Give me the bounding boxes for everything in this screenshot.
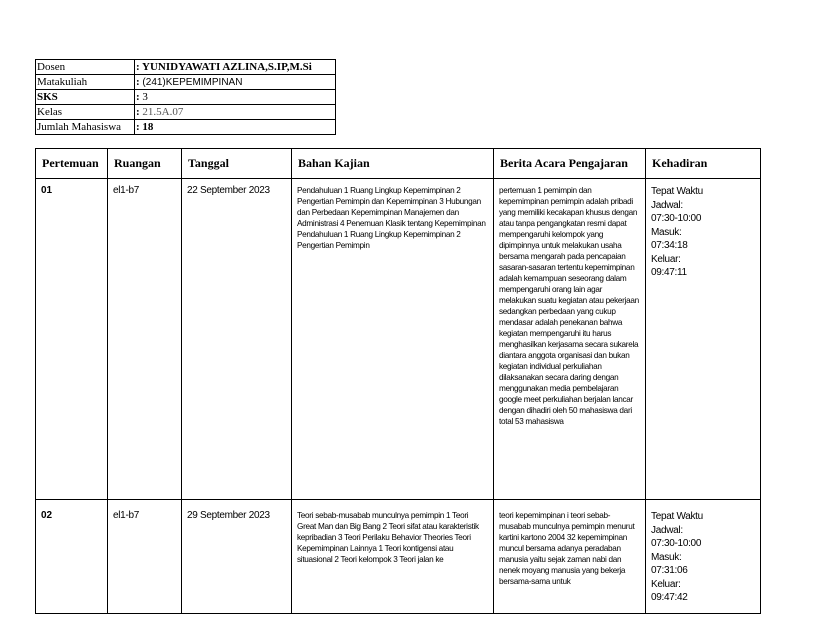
jadwal-value: 07:30-10:00 [651,538,702,549]
keluar-value: 09:47:11 [651,267,687,278]
dosen-sep: : [136,60,140,73]
header-kehadiran: Kehadiran [646,149,761,179]
info-row-kelas [36,105,336,120]
cell-bahan-kajian: Teori sebab-musabab munculnya pemimpin 1 Teori Great Man dan Big Bang 2 Teori sifat atau karakteristik kepribadian 3 Teori Perilaku Behavior Theories Teori Kepemimpinan Lainnya 1 Teori kontigensi atau situasional 2 Teori kelompok 3 Teori jalan ke [292,500,494,614]
header-tanggal: Tanggal [182,149,292,179]
masuk-value: 07:34:18 [651,240,688,251]
kehadiran-status: Tepat Waktu [651,511,703,522]
jumlah-label: Jumlah Mahasiswa [36,120,135,135]
sks-label: SKS [36,90,135,105]
table-row [36,500,761,614]
info-row-dosen [36,60,336,75]
matakuliah-sep: : [136,75,140,88]
jadwal-label: Jadwal: [651,524,683,536]
kehadiran-status: Tepat Waktu [651,186,703,197]
cell-berita-acara: pertemuan 1 pemimpin dan kepemimpinan pemimpin adalah pribadi yang memiliki kecakapan khusus dengan atau tanpa pengangkatan resmi dapat mempengaruhi kelompok yang dipimpinnya untuk melakukan usaha bersama mengarah pada pencapaian sasaran-sasaran tertentu kepemimpinan adalah kemampuan seseorang dalam mempengaruhi orang lain agar melakukan suatu kegiatan atau pekerjaan sedangkan perbedaan yang cukup mendasar adalah penekanan bahwa kegiatan mempengaruhi itu harus menghasilkan kerjasama secara sukarela diantara anggota organisasi dan bukan kegiatan individual perkuliahan dilaksanakan secara daring dengan menggunakan media pembelajaran google meet perkuliahan berjalan lancar dengan dihadiri oleh 50 mahasiswa dari total 53 mahasiswa [494,179,646,500]
sks-value [135,90,336,105]
course-info-table [35,59,336,135]
cell-kehadiran [646,179,761,500]
header-pertemuan: Pertemuan [36,149,108,179]
matakuliah-value [135,75,336,90]
cell-ruangan: el1-b7 [108,179,182,500]
matakuliah-label: Matakuliah [36,75,135,90]
attendance-table [35,148,761,614]
jumlah-count: 18 [142,120,154,133]
keluar-value: 09:47:42 [651,592,688,603]
cell-bahan-kajian: Pendahuluan 1 Ruang Lingkup Kepemimpinan 2 Pengertian Pemimpin dan Kepemimpinan 3 Hubungan dan Perbedaan Kepemimpinan Manajemen dan Administrasi 4 Penemuan Klasik tentang Kepemimpinan Pendahuluan 1 Ruang Lingkup Kepemimpinan 2 Pengertian Pemimpin [292,179,494,500]
jumlah-value [135,120,336,135]
kelas-sep: : [136,105,140,118]
masuk-label: Masuk: [651,226,682,238]
jadwal-label: Jadwal: [651,199,683,211]
cell-pertemuan: 02 [36,500,108,614]
table-header-row [36,149,761,179]
kelas-value [135,105,336,120]
info-row-jumlah [36,120,336,135]
jadwal-value: 07:30-10:00 [651,213,702,224]
cell-tanggal: 22 September 2023 [182,179,292,500]
header-ruangan: Ruangan [108,149,182,179]
dosen-value [135,60,336,75]
header-berita-acara: Berita Acara Pengajaran [494,149,646,179]
masuk-value: 07:31:06 [651,565,688,576]
matakuliah-name: (241)KEPEMIMPINAN [142,76,243,88]
cell-kehadiran [646,500,761,614]
keluar-label: Keluar: [651,578,681,590]
cell-berita-acara: teori kepemimpinan i teori sebab-musabab munculnya pemimpin menurut kartini kartono 2004 32 kepemimpinan muncul bersama adanya peradaban manusia yaitu sejak zaman nabi dan nenek moyang manusia yang bekerja bersama-sama untuk [494,500,646,614]
header-bahan-kajian: Bahan Kajian [292,149,494,179]
dosen-name: YUNIDYAWATI AZLINA,S.IP,M.Si [142,60,312,73]
info-row-sks [36,90,336,105]
kelas-code: 21.5A.07 [142,105,184,118]
table-row [36,179,761,500]
cell-ruangan: el1-b7 [108,500,182,614]
cell-tanggal: 29 September 2023 [182,500,292,614]
dosen-label: Dosen [36,60,135,75]
masuk-label: Masuk: [651,551,682,563]
keluar-label: Keluar: [651,253,681,265]
cell-pertemuan: 01 [36,179,108,500]
sks-number: 3 [142,90,148,103]
sks-sep: : [136,90,140,103]
kelas-label: Kelas [36,105,135,120]
jumlah-sep: : [136,120,140,133]
info-row-matakuliah [36,75,336,90]
